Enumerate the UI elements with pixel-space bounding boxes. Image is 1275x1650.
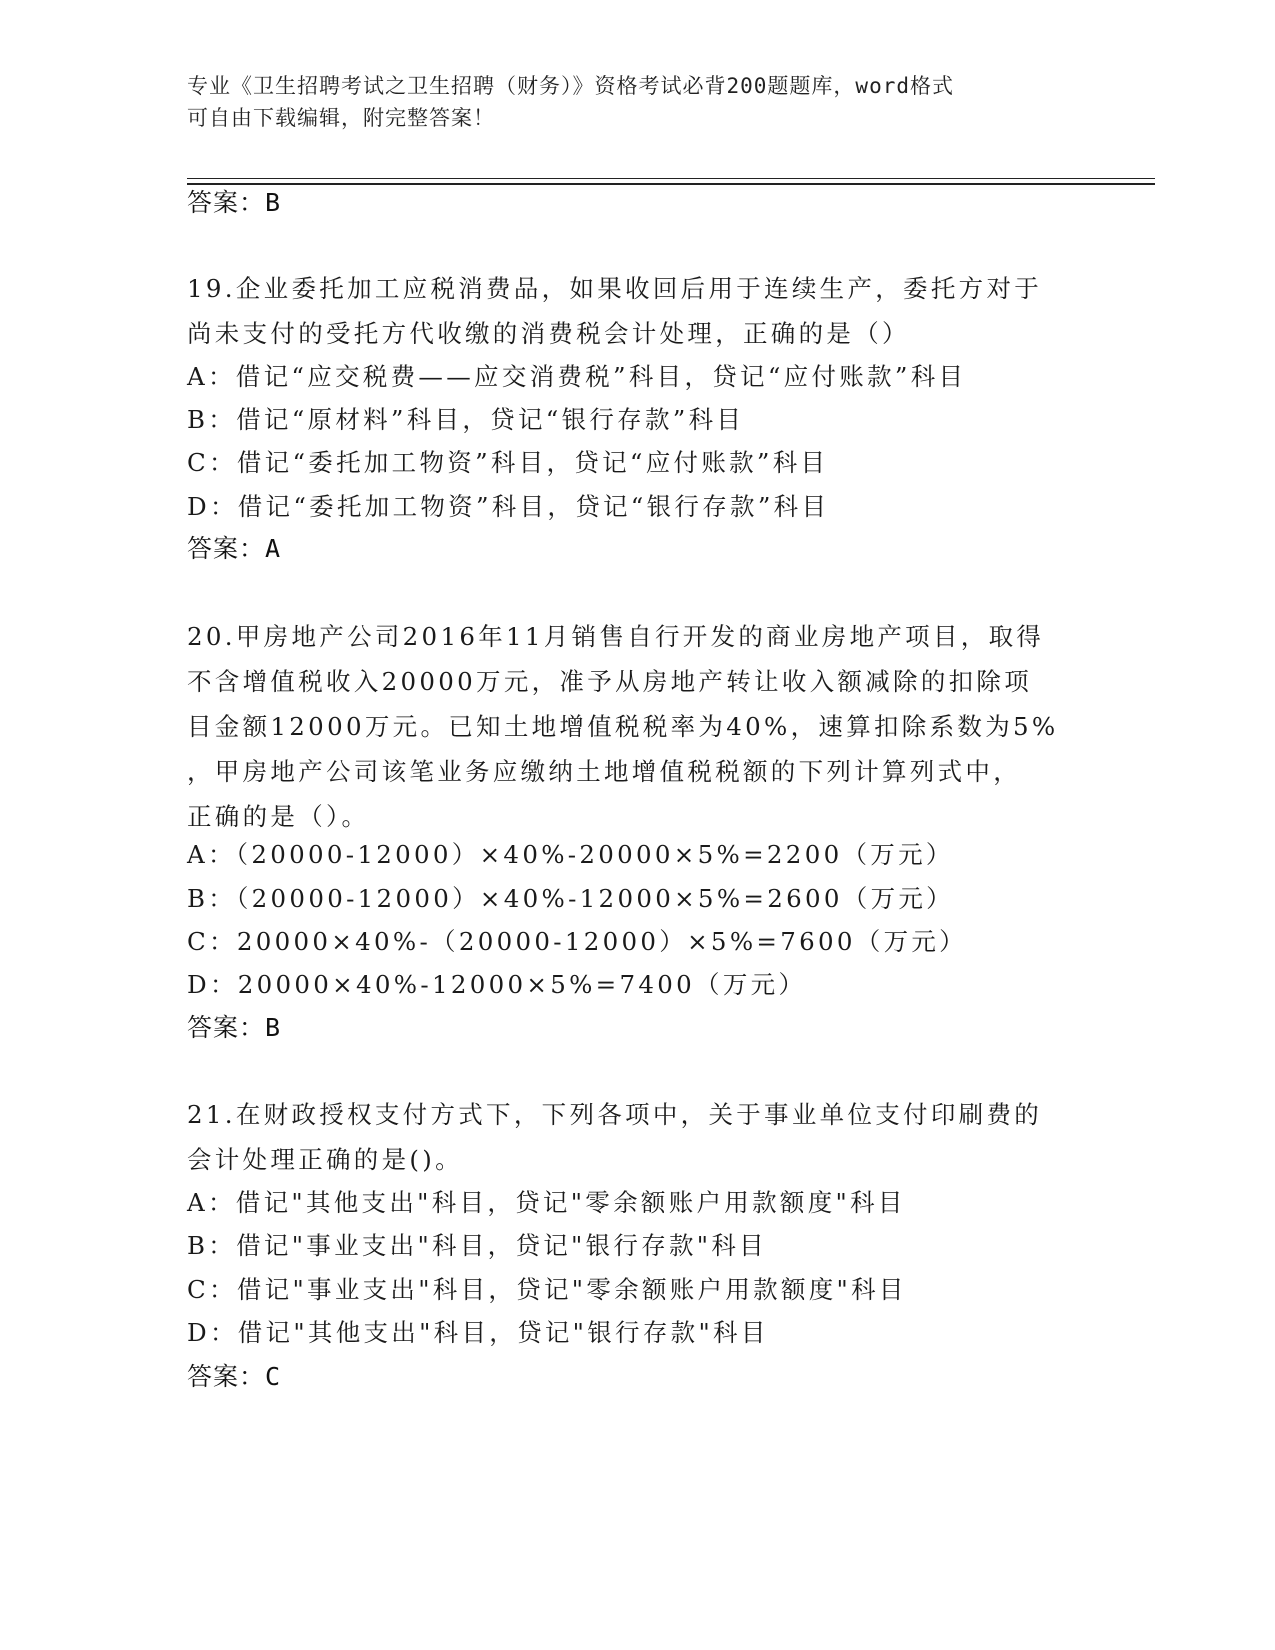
question-21-option-d: D：借记"其他支出"科目，贷记"银行存款"科目 [187, 1318, 769, 1347]
question-21-option-c: C：借记"事业支出"科目，贷记"零余额账户用款额度"科目 [187, 1275, 907, 1304]
question-line: ，甲房地产公司该笔业务应缴纳土地增值税税额的下列计算列式中， [187, 757, 1021, 786]
question-20-answer: 答案：B [187, 1013, 282, 1042]
answer-previous: 答案：B [187, 188, 282, 217]
question-20-option-b: B：（20000-12000）×40%-12000×5%=2600（万元） [187, 884, 954, 913]
question-21-stem [187, 1092, 1087, 1182]
question-19-option-b: B：借记“原材料”科目，贷记“银行存款”科目 [187, 405, 745, 434]
question-line: 会计处理正确的是()。 [187, 1145, 463, 1174]
question-line: 不含增值税收入20000万元，准予从房地产转让收入额减除的扣除项 [187, 667, 1033, 696]
question-line: 19.企业委托加工应税消费品，如果收回后用于连续生产，委托方对于 [187, 274, 1043, 303]
question-line: 21.在财政授权支付方式下，下列各项中，关于事业单位支付印刷费的 [187, 1100, 1043, 1129]
question-line: 20.甲房地产公司2016年11月销售自行开发的商业房地产项目，取得 [187, 622, 1045, 651]
question-21-answer: 答案：C [187, 1362, 282, 1391]
header-divider-thick [187, 183, 1155, 185]
question-20-option-d: D：20000×40%-12000×5%=7400（万元） [187, 970, 807, 999]
header-line-1: 专业《卫生招聘考试之卫生招聘（财务）》资格考试必背200题题库，word格式 [187, 74, 954, 98]
question-19-option-c: C：借记“委托加工物资”科目，贷记“应付账款”科目 [187, 448, 829, 477]
question-20-option-a: A：（20000-12000）×40%-20000×5%=2200（万元） [187, 840, 954, 869]
question-19-stem [187, 266, 1087, 356]
question-line: 尚未支付的受托方代收缴的消费税会计处理，正确的是（） [187, 319, 910, 348]
header-line-2: 可自由下载编辑，附完整答案！ [187, 106, 495, 130]
header-divider-thin [187, 178, 1155, 179]
question-line: 正确的是（）。 [187, 802, 370, 831]
question-line: 目金额12000万元。已知土地增值税税率为40%，速算扣除系数为5% [187, 712, 1059, 741]
question-20-stem [187, 614, 1087, 839]
question-19-answer: 答案：A [187, 534, 282, 563]
question-21-option-a: A：借记"其他支出"科目，贷记"零余额账户用款额度"科目 [187, 1188, 906, 1217]
question-20-option-c: C：20000×40%-（20000-12000）×5%=7600（万元） [187, 927, 967, 956]
question-19-option-d: D：借记“委托加工物资”科目，贷记“银行存款”科目 [187, 492, 830, 521]
question-19-option-a: A：借记“应交税费——应交消费税”科目，贷记“应付账款”科目 [187, 362, 967, 391]
question-21-option-b: B：借记"事业支出"科目，贷记"银行存款"科目 [187, 1231, 767, 1260]
page-header [187, 70, 1067, 134]
